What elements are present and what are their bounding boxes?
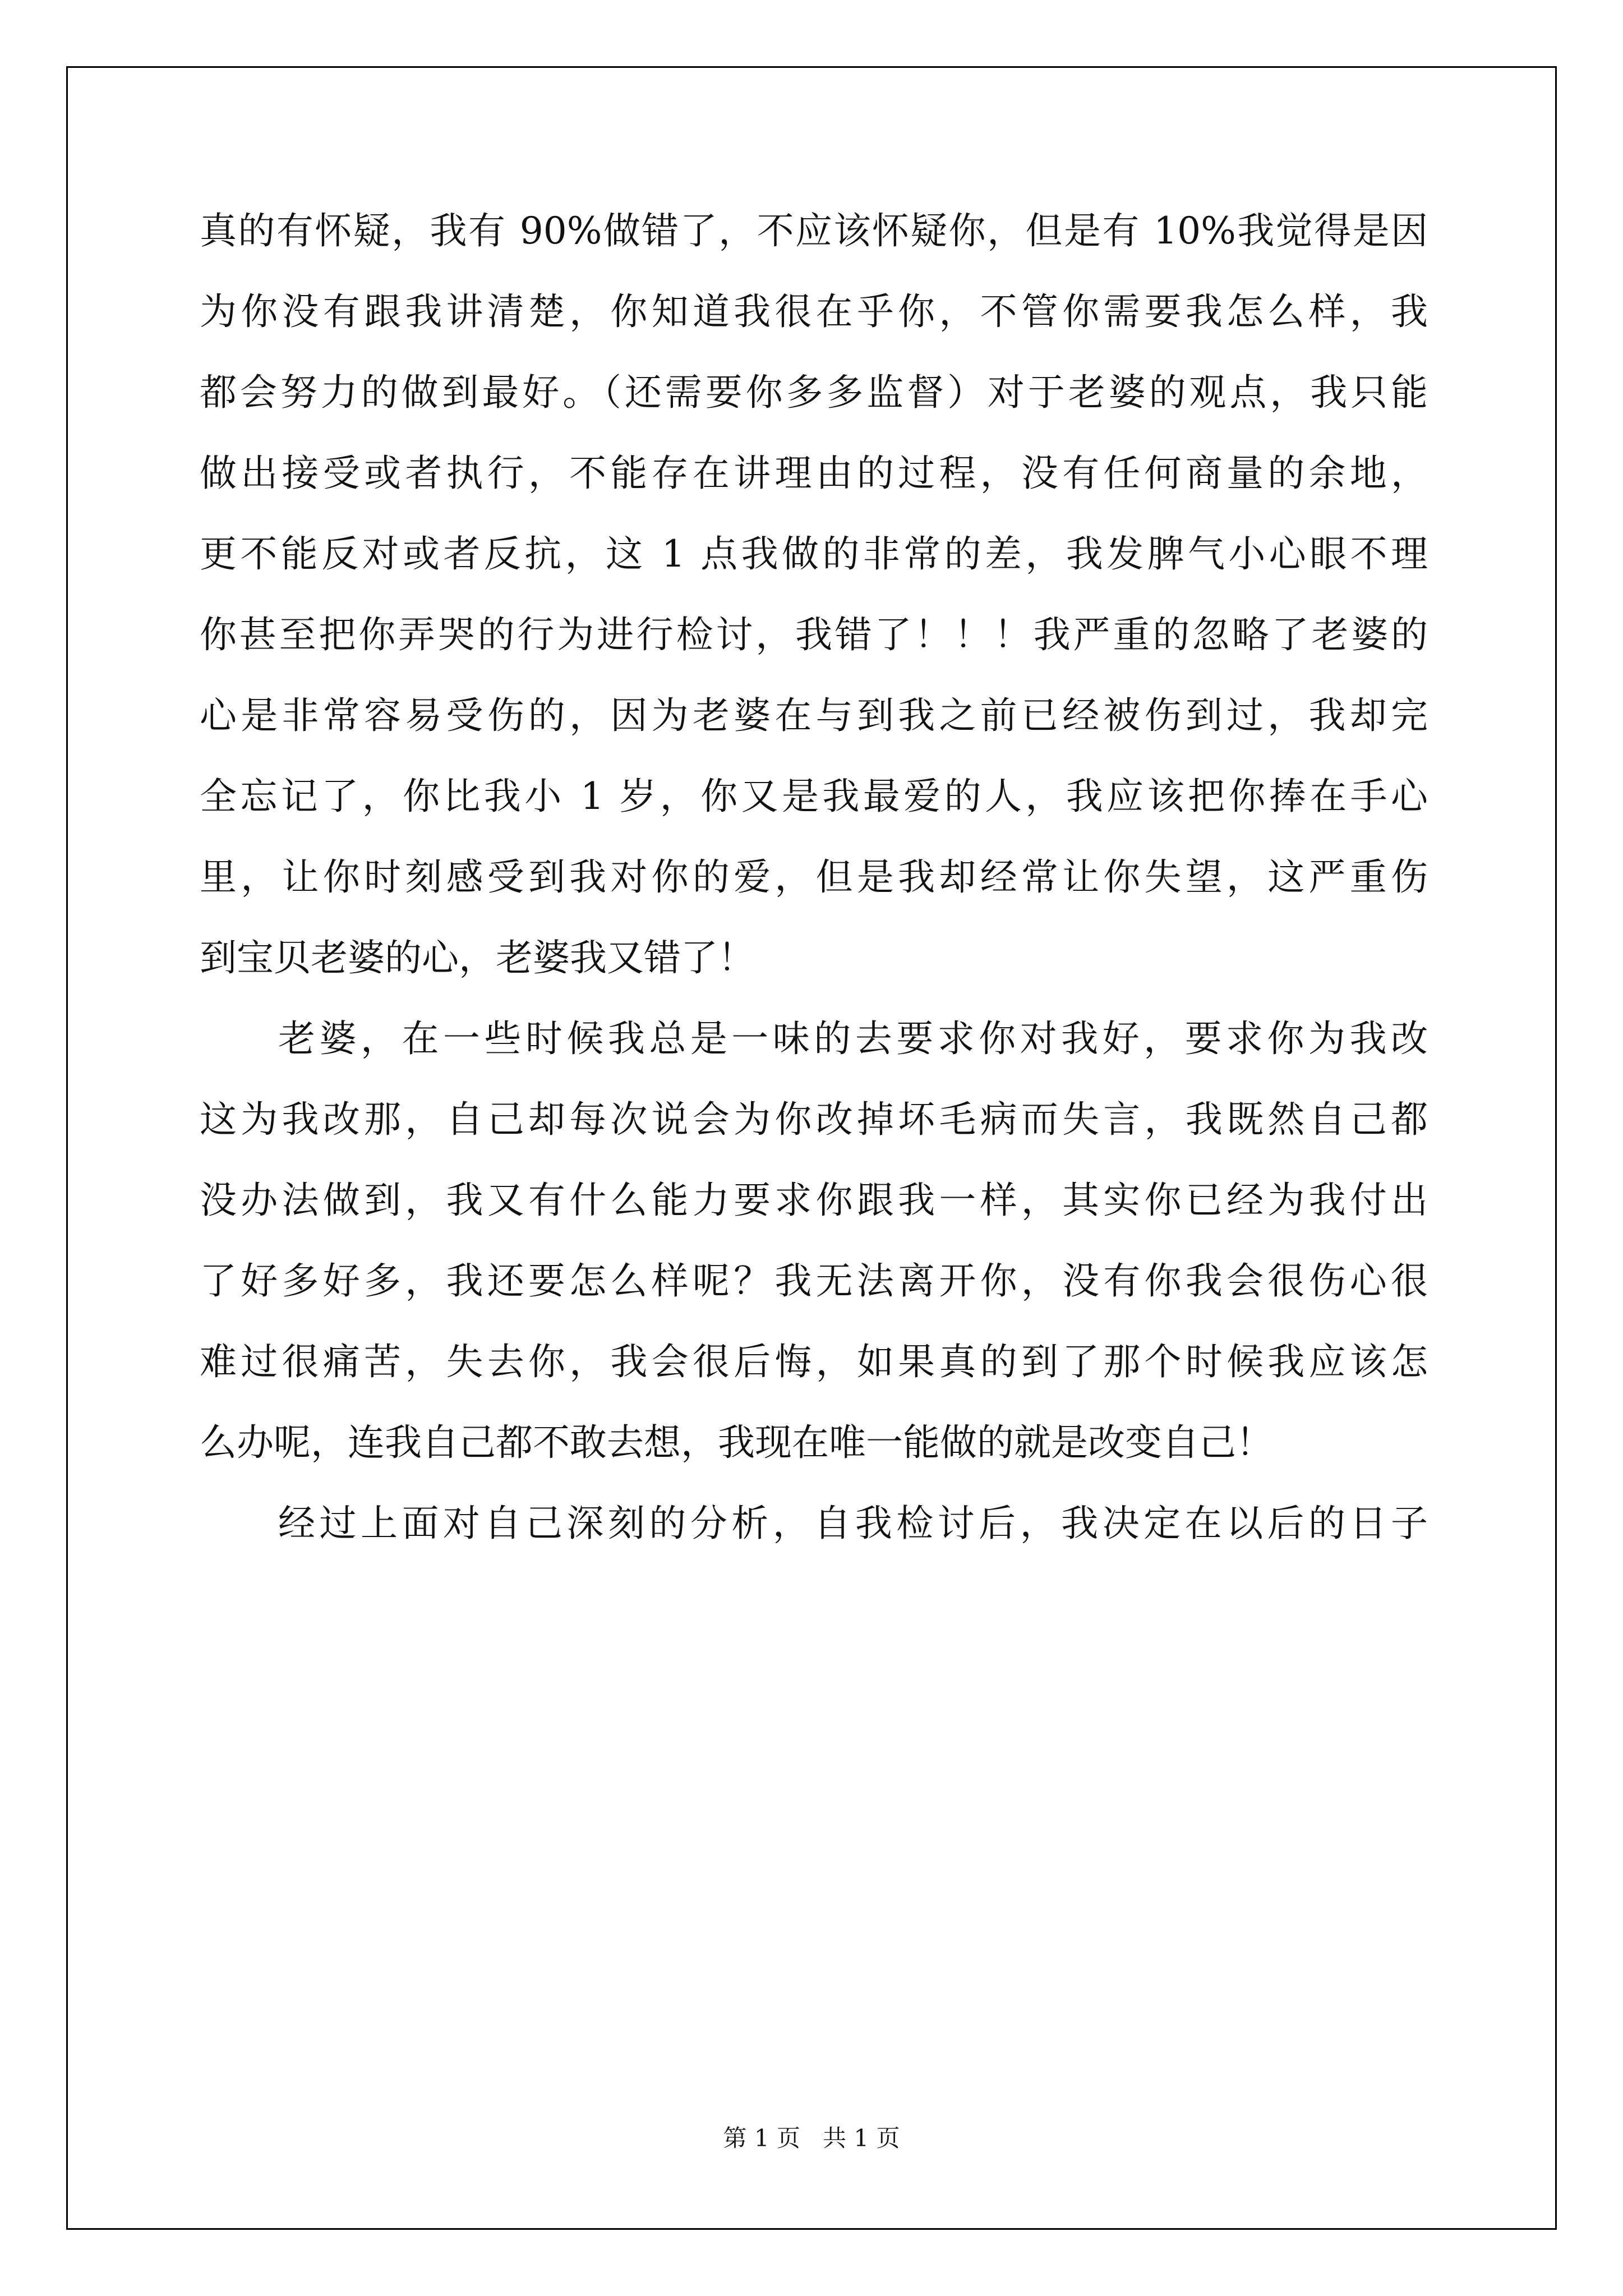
text-line: 没办法做到，我又有什么能力要求你跟我一样，其实你已经为我付出 — [200, 1179, 1428, 1222]
text-line: 这为我改那，自己却每次说会为你改掉坏毛病而失言，我既然自己都 — [200, 1098, 1428, 1141]
text-line: 为你没有跟我讲清楚，你知道我很在乎你，不管你需要我怎么样，我 — [200, 290, 1428, 333]
text-line: 里，让你时刻感受到我对你的爱，但是我却经常让你失望，这严重伤 — [200, 855, 1428, 899]
text-line: 经过上面对自己深刻的分析，自我检讨后，我决定在以后的日子 — [278, 1502, 1428, 1545]
text-line: 心是非常容易受伤的，因为老婆在与到我之前已经被伤到过，我却完 — [200, 694, 1428, 737]
text-line: 老婆，在一些时候我总是一味的去要求你对我好，要求你为我改 — [278, 1017, 1428, 1060]
page-number: 第 1 页 — [723, 2124, 800, 2152]
page-footer — [0, 2122, 1623, 2155]
text-line: 真的有怀疑，我有 90%做错了，不应该怀疑你，但是有 10%我觉得是因 — [200, 209, 1428, 252]
text-line: 难过很痛苦，失去你，我会很后悔，如果真的到了那个时候我应该怎 — [200, 1340, 1428, 1383]
text-line: 了好多好多，我还要怎么样呢？我无法离开你，没有你我会很伤心很 — [200, 1259, 1428, 1303]
text-line: 更不能反对或者反抗，这 1 点我做的非常的差，我发脾气小心眼不理 — [200, 532, 1428, 576]
text-line: 做出接受或者执行，不能存在讲理由的过程，没有任何商量的余地， — [200, 452, 1428, 495]
text-line: 你甚至把你弄哭的行为进行检讨，我错了！！！我严重的忽略了老婆的 — [200, 613, 1428, 656]
body-text — [200, 191, 1428, 1564]
text-line: 都会努力的做到最好。（还需要你多多监督）对于老婆的观点，我只能 — [200, 371, 1428, 414]
text-line: 么办呢，连我自己都不敢去想，我现在唯一能做的就是改变自己！ — [200, 1421, 1273, 1464]
text-line: 到宝贝老婆的心，老婆我又错了！ — [200, 936, 755, 979]
text-line: 全忘记了，你比我小 1 岁，你又是我最爱的人，我应该把你捧在手心 — [200, 775, 1428, 818]
page-total: 共 1 页 — [823, 2124, 900, 2152]
